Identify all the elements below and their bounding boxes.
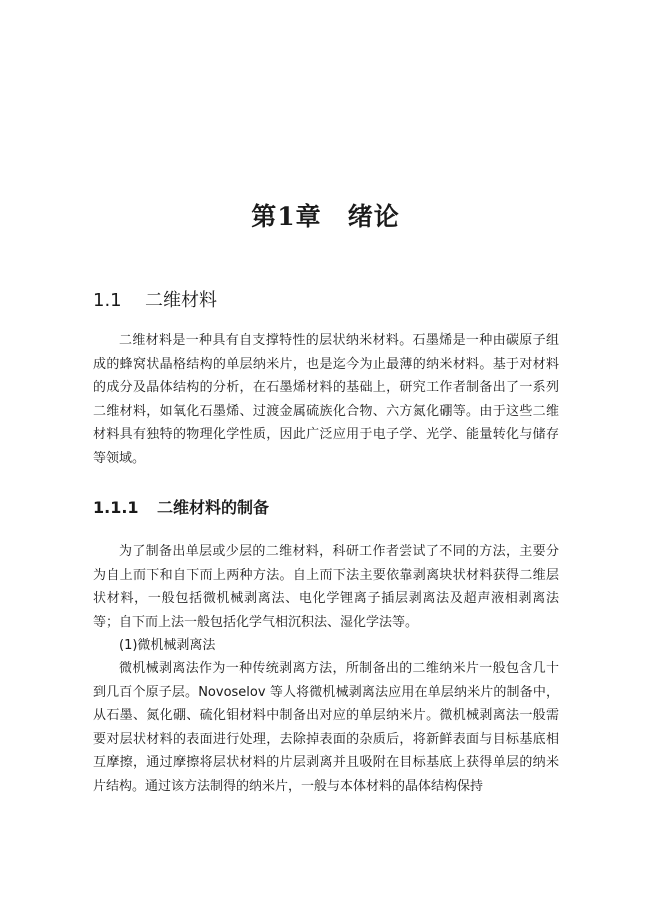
section-name: 二维材料 [145, 290, 217, 311]
subsection-name: 二维材料的制备 [157, 498, 270, 517]
subsection-heading [93, 495, 269, 518]
subsection-number: 1.1.1 [93, 498, 139, 517]
section-number: 1.1 [93, 290, 122, 311]
chapter-number: 第1章 [251, 202, 322, 231]
chapter-name: 绪论 [347, 202, 400, 231]
chapter-title [0, 197, 651, 233]
section-paragraph: 二维材料是一种具有自支撑特性的层状纳米材料。石墨烯是一种由碳原子组成的蜂窝状晶格结构的单层纳米片，也是迄今为止最薄的纳米材料。基于对材料的成分及晶体结构的分析，在石墨烯材料的基础上，研究工作者制备出了一系列二维材料，如氧化石墨烯、过渡金属硫族化合物、六方氮化硼等。由于这些二维材料具有独特的物理化学性质，因此广泛应用于电子学、光学、能量转化与储存等领域。 [93, 333, 559, 466]
method-heading: (1)微机械剥离法 [119, 638, 216, 653]
section-heading [93, 286, 217, 312]
subsection-intro-paragraph: 为了制备出单层或少层的二维材料，科研工作者尝试了不同的方法，主要分为自上而下和自下而上两种方法。自上而下法主要依靠剥离块状材料获得二维层状材料，一般包括微机械剥离法、电化学锂离子插层剥离法及超声液相剥离法等；自下而上法一般包括化学气相沉积法、湿化学法等。 [93, 544, 559, 630]
method-paragraph: 微机械剥离法作为一种传统剥离方法，所制备出的二维纳米片一般包含几十到几百个原子层。Novoselov 等人将微机械剥离法应用在单层纳米片的制备中，从石墨、氮化硼、硫化钼材料中制备出对应的单层纳米片。微机械剥离法一般需要对层状材料的表面进行处理，去除掉表面的杂质后，将新鲜表面与目标基底相互摩擦，通过摩擦将层状材料的片层剥离并且吸附在目标基底上获得单层的纳米片结构。通过该方法制得的纳米片，一般与本体材料的晶体结构保持 [93, 661, 559, 794]
